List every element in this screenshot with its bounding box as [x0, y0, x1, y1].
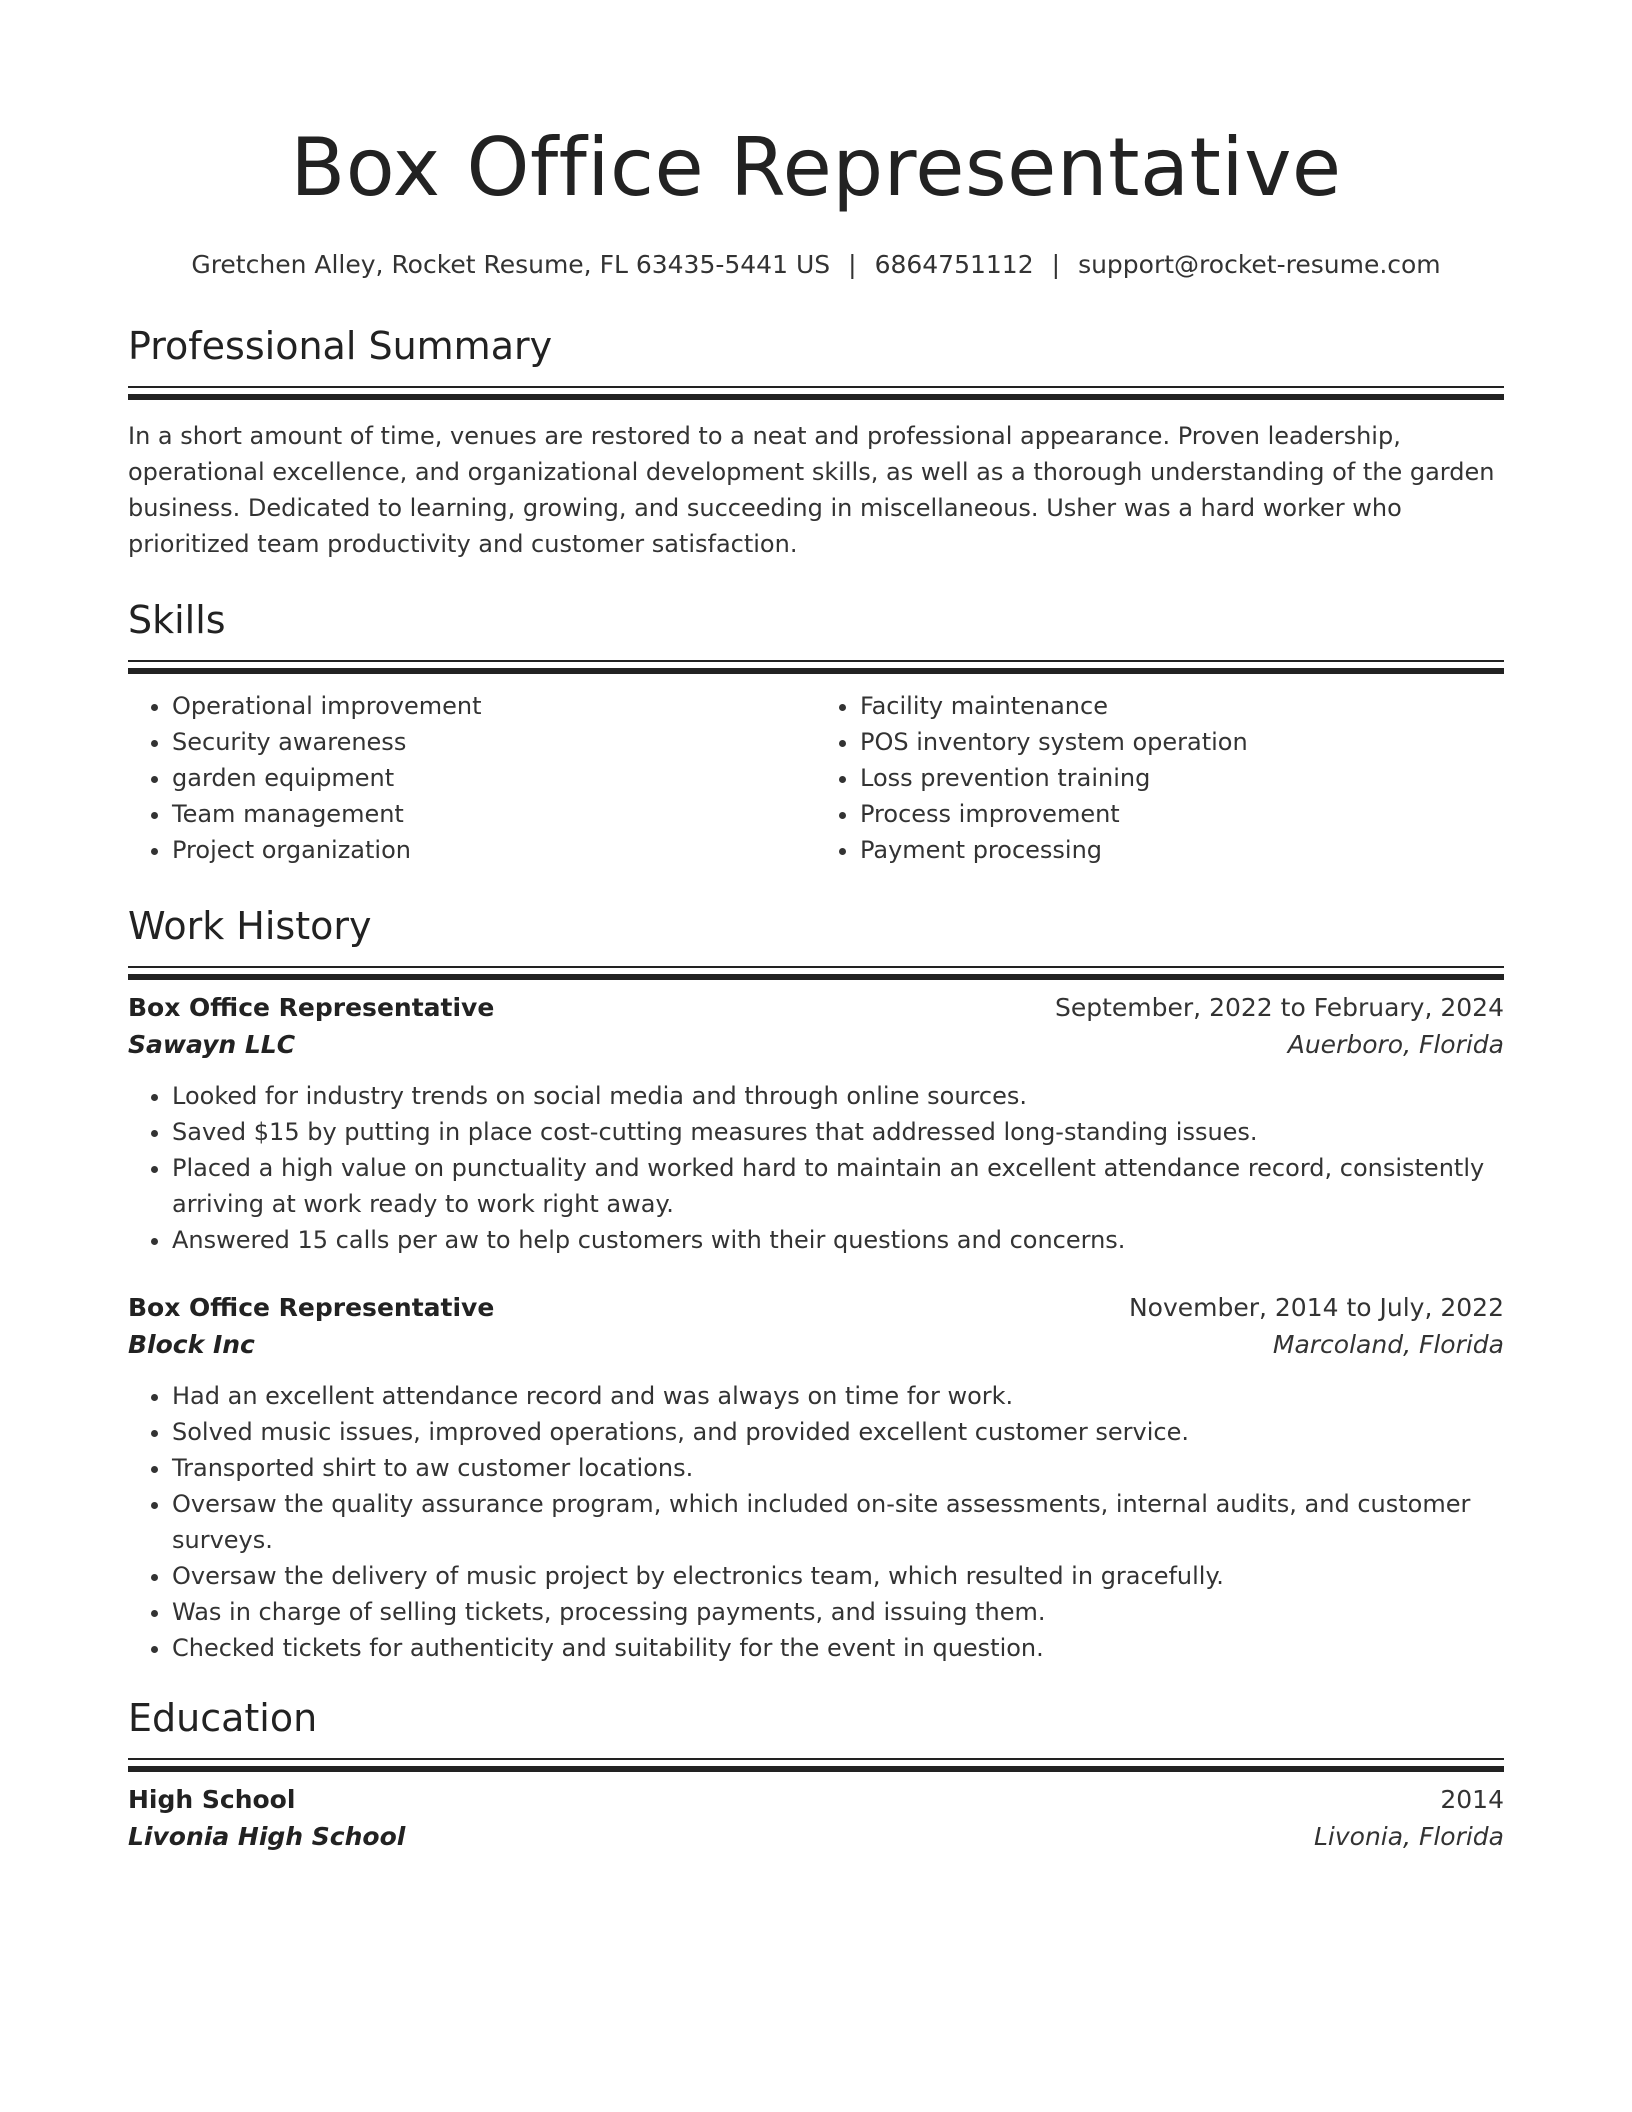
job-company: Sawayn LLC	[128, 1030, 296, 1059]
education-school: Livonia High School	[128, 1822, 406, 1851]
job-entry	[128, 990, 1504, 1258]
summary-heading: Professional Summary	[128, 324, 553, 368]
job-bullet: • Placed a high value on punctuality and worked hard to maintain an excellent attendance record, consistently arriving at work ready to work right away.	[172, 1150, 1504, 1222]
job-title: Box Office Representative	[128, 1293, 495, 1322]
contact-line	[128, 248, 1504, 282]
job-bullet: • Saved $15 by putting in place cost-cutting measures that addressed long-standing issues.	[172, 1114, 1504, 1150]
skill-item: • POS inventory system operation	[860, 724, 1504, 760]
skill-item: • Operational improvement	[172, 688, 816, 724]
job-location: Auerboro, Florida	[1287, 1030, 1504, 1059]
education-year: 2014	[1440, 1785, 1504, 1814]
work-heading: Work History	[128, 904, 372, 948]
job-bullet: • Had an excellent attendance record and was always on time for work.	[172, 1378, 1504, 1414]
contact-email: support@rocket-resume.com	[1078, 250, 1441, 279]
education-subheader	[128, 1818, 1504, 1856]
job-dates: September, 2022 to February, 2024	[1055, 993, 1504, 1022]
skills-heading: Skills	[128, 598, 226, 642]
skills-grid	[128, 688, 1504, 868]
contact-address: Gretchen Alley, Rocket Resume, FL 63435-5441 US	[191, 250, 831, 279]
skill-item: • Payment processing	[860, 832, 1504, 868]
job-title: Box Office Representative	[128, 993, 495, 1022]
section-divider	[128, 966, 1504, 968]
section-divider	[128, 1758, 1504, 1760]
skill-item: • Security awareness	[172, 724, 816, 760]
job-header	[128, 1290, 1504, 1326]
job-bullet: • Solved music issues, improved operations, and provided excellent customer service.	[172, 1414, 1504, 1450]
education-header	[128, 1782, 1504, 1818]
resume-title: Box Office Representative	[290, 121, 1342, 214]
job-bullet: • Transported shirt to aw customer locations.	[172, 1450, 1504, 1486]
contact-phone: 6864751112	[874, 250, 1034, 279]
job-entry	[128, 1290, 1504, 1666]
skills-column-right	[816, 688, 1504, 868]
contact-separator: |	[848, 250, 857, 279]
education-heading: Education	[128, 1696, 318, 1740]
job-bullet: • Answered 15 calls per aw to help customers with their questions and concerns.	[172, 1222, 1504, 1258]
skill-item: • Team management	[172, 796, 816, 832]
job-company: Block Inc	[128, 1330, 255, 1359]
job-subheader	[128, 1026, 1504, 1064]
job-bullets	[128, 1078, 1504, 1258]
education-entry	[128, 1782, 1504, 1856]
job-location: Marcoland, Florida	[1272, 1330, 1504, 1359]
section-divider	[128, 386, 1504, 388]
skill-item: • Project organization	[172, 832, 816, 868]
skill-item: • Process improvement	[860, 796, 1504, 832]
work-section	[128, 902, 1504, 1666]
job-bullet: • Was in charge of selling tickets, processing payments, and issuing them.	[172, 1594, 1504, 1630]
skill-item: • Facility maintenance	[860, 688, 1504, 724]
summary-text: In a short amount of time, venues are restored to a neat and professional appearance. Proven leadership, operational excellence, and organizational development skills, as well as a thorough understanding of the garden business. Dedicated to learning, growing, and succeeding in miscellaneous. Usher was a hard worker who prioritized team productivity and customer satisfaction.	[128, 422, 1495, 558]
skills-section	[128, 596, 1504, 868]
summary-section	[128, 322, 1504, 562]
education-section	[128, 1694, 1504, 1856]
contact-separator: |	[1051, 250, 1061, 279]
education-location: Livonia, Florida	[1313, 1822, 1504, 1851]
job-bullet: • Oversaw the delivery of music project by electronics team, which resulted in gracefully.	[172, 1558, 1504, 1594]
job-bullet: • Oversaw the quality assurance program, which included on-site assessments, internal audits, and customer surveys.	[172, 1486, 1504, 1558]
section-divider	[128, 660, 1504, 662]
skill-item: • garden equipment	[172, 760, 816, 796]
skill-item: • Loss prevention training	[860, 760, 1504, 796]
job-subheader	[128, 1326, 1504, 1364]
job-bullet: • Checked tickets for authenticity and suitability for the event in question.	[172, 1630, 1504, 1666]
skills-column-left	[128, 688, 816, 868]
job-bullet: • Looked for industry trends on social media and through online sources.	[172, 1078, 1504, 1114]
education-degree: High School	[128, 1785, 296, 1814]
job-bullets	[128, 1378, 1504, 1666]
job-header	[128, 990, 1504, 1026]
job-dates: November, 2014 to July, 2022	[1128, 1293, 1504, 1322]
